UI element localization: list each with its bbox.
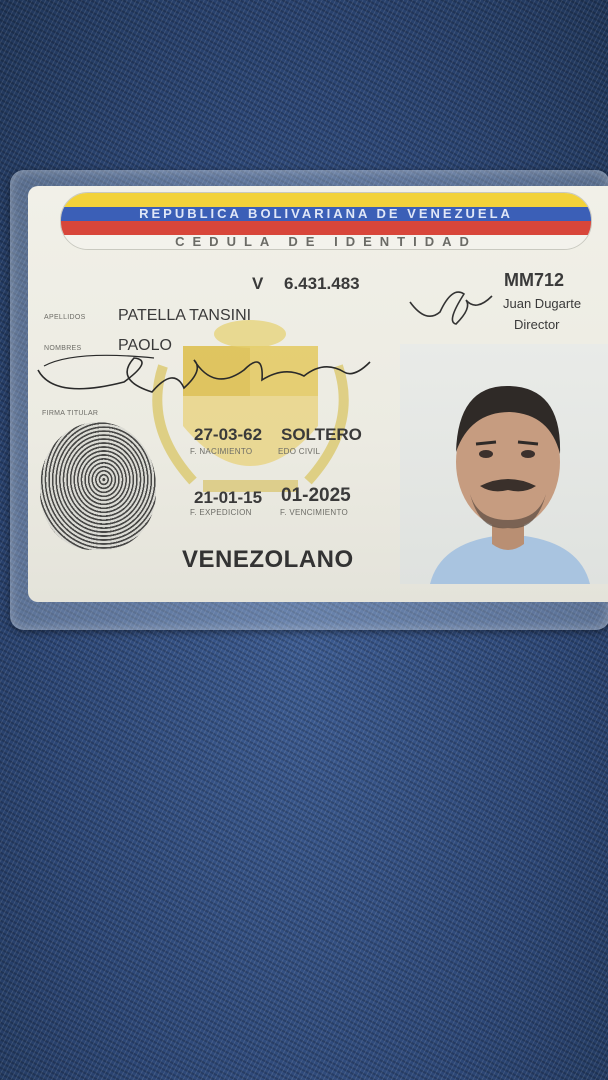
surname-value: PATELLA TANSINI [118,307,252,324]
surname-label: APELLIDOS [44,314,86,321]
birth-date-label: F. NACIMIENTO [190,447,253,456]
fingerprint-icon [40,422,156,550]
director-title: Director [514,317,560,332]
issue-date-label: F. EXPEDICION [190,508,252,517]
nationality: VENEZOLANO [182,546,354,573]
issue-date: 21-01-15 [194,488,263,507]
expiry-date: 01-2025 [281,485,351,506]
birth-date: 27-03-62 [194,425,263,444]
header-subtitle: CEDULA DE IDENTIDAD [175,234,477,249]
signature-label: FIRMA TITULAR [42,410,99,417]
card-code: MM712 [504,270,565,290]
id-prefix: V [252,274,264,293]
civil-status: SOLTERO [281,425,362,444]
director-name: Juan Dugarte [503,296,582,311]
holder-photo [400,344,608,584]
holder-signature-icon [34,330,374,416]
name-label: NOMBRES [44,345,82,352]
id-number: 6.431.483 [284,274,360,293]
name-value: PAOLO [118,337,172,354]
header-title: REPUBLICA BOLIVARIANA DE VENEZUELA [139,206,513,221]
id-card [28,186,608,602]
flag-banner [60,192,592,250]
expiry-date-label: F. VENCIMIENTO [280,508,349,517]
person-portrait-icon [400,344,608,584]
director-signature-icon [406,282,498,330]
civil-status-label: EDO CIVIL [278,447,321,456]
